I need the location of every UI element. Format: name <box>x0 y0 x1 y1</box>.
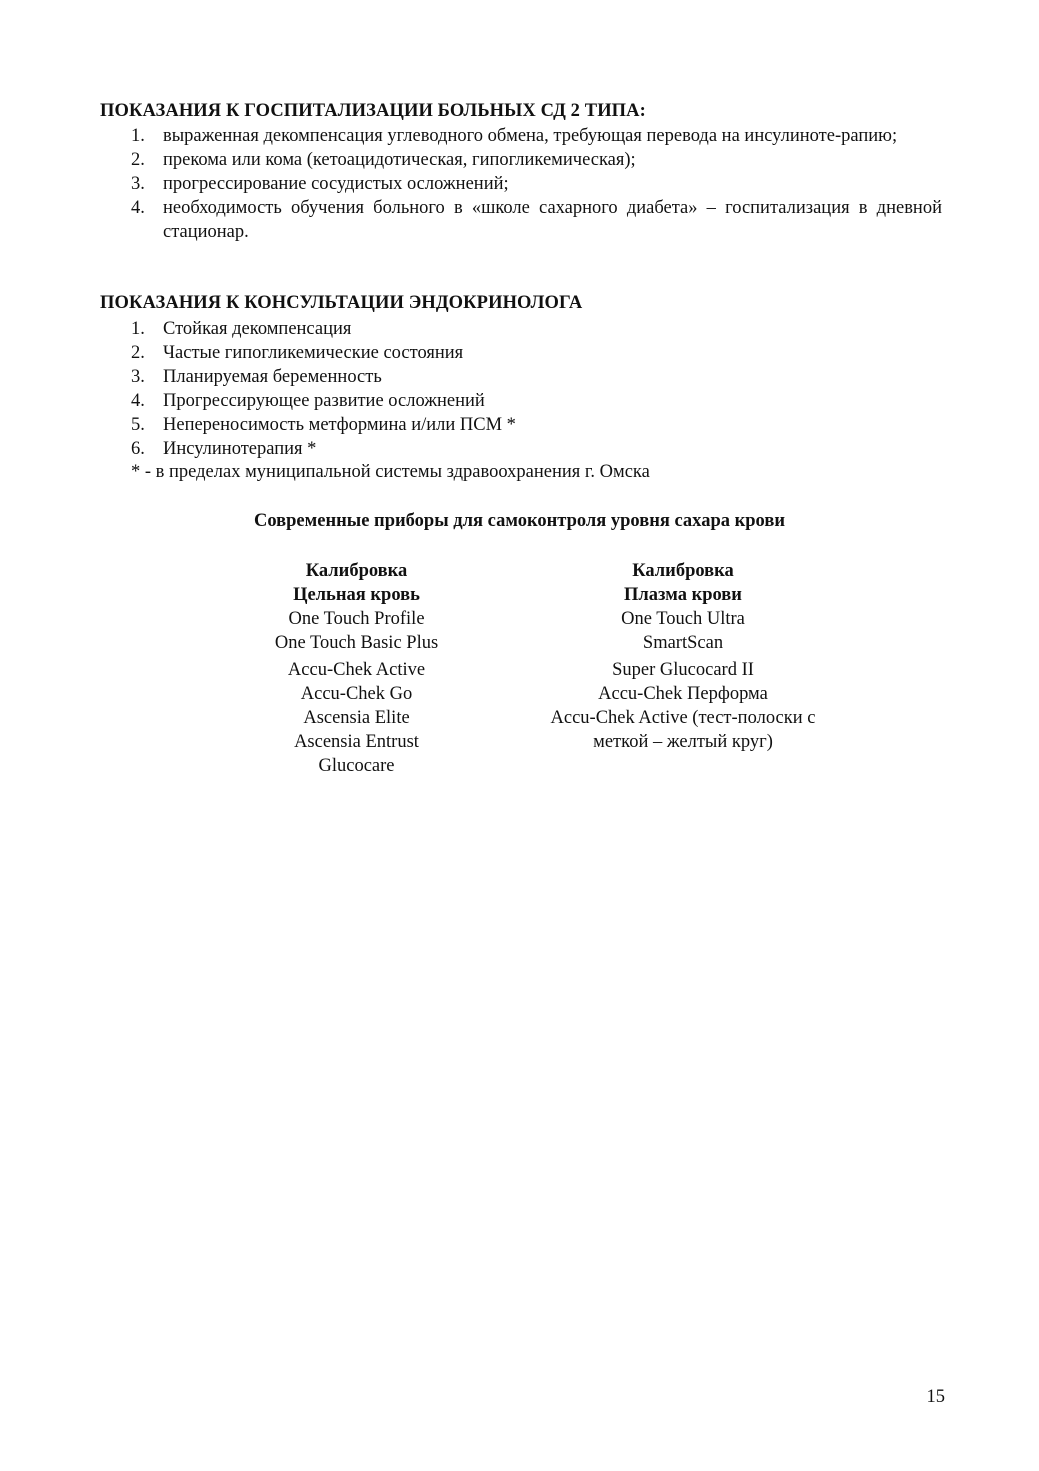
list-item-number: 6. <box>131 439 145 459</box>
device-item: SmartScan <box>642 633 724 653</box>
column-header: Калибровка <box>632 561 734 581</box>
device-item: Accu-Chek Go <box>300 684 413 704</box>
list-item-text: Частые гипогликемические состояния <box>163 343 464 363</box>
list-item-number: 2. <box>131 150 145 170</box>
list-item-number: 4. <box>131 391 145 411</box>
device-item: Accu-Chek Active (тест-полоски с <box>550 708 816 728</box>
list-item-text: прекома или кома (кетоацидотическая, гипогликемическая); <box>163 150 636 170</box>
device-item: Glucocare <box>318 756 395 776</box>
column-subheader: Плазма крови <box>624 585 742 605</box>
list-item-number: 3. <box>131 174 145 194</box>
list-item-number: 2. <box>131 343 145 363</box>
page-number: 15 <box>926 1387 945 1407</box>
device-item: Super Glucocard II <box>612 660 754 680</box>
list-item <box>100 148 942 172</box>
hospitalization-heading: ПОКАЗАНИЯ К ГОСПИТАЛИЗАЦИИ БОЛЬНЫХ СД 2 ТИПА: <box>100 101 646 121</box>
device-item: One Touch Profile <box>288 609 425 629</box>
list-item <box>100 413 942 437</box>
device-item: меткой – желтый круг) <box>593 732 773 752</box>
footnote: * - в пределах муниципальной системы здравоохранения г. Омска <box>131 462 650 482</box>
list-item <box>100 389 942 413</box>
list-item-number: 3. <box>131 367 145 387</box>
column-header: Калибровка <box>305 561 408 581</box>
list-item-number: 1. <box>131 319 145 339</box>
consultation-heading: ПОКАЗАНИЯ К КОНСУЛЬТАЦИИ ЭНДОКРИНОЛОГА <box>100 293 583 313</box>
device-item: Ascensia Elite <box>303 708 410 728</box>
list-item-number: 4. <box>131 198 145 218</box>
list-item-text: Планируемая беременность <box>163 367 382 387</box>
list-item-number: 5. <box>131 415 145 435</box>
list-item-text: Стойкая декомпенсация <box>163 319 352 339</box>
list-item-text: прогрессирование сосудистых осложнений; <box>163 174 509 194</box>
list-item <box>100 365 942 389</box>
list-item <box>100 124 942 148</box>
list-item <box>100 437 942 461</box>
device-item: Accu-Chek Перформа <box>598 684 768 704</box>
consultation-list <box>100 317 942 461</box>
device-item: One Touch Ultra <box>621 609 745 629</box>
whole-blood-column <box>220 559 493 778</box>
device-item: Ascensia Entrust <box>294 732 419 752</box>
column-subheader: Цельная кровь <box>293 585 420 605</box>
list-item-text: Непереносимость метформина и/или ПСМ * <box>163 415 516 435</box>
device-item: One Touch Basic Plus <box>274 633 439 653</box>
list-item-text: Инсулинотерапия * <box>163 439 317 459</box>
list-item-text: выраженная декомпенсация углеводного обмена, требующая перевода на инсулиноте-рапию; <box>163 126 898 146</box>
plasma-column <box>508 559 858 754</box>
list-item <box>100 172 942 196</box>
hospitalization-list <box>100 124 942 244</box>
list-item-text: необходимость обучения больного в «школе сахарного диабета» – госпитализация в дневной стационар. <box>163 198 942 242</box>
list-item <box>100 196 942 244</box>
list-item-text: Прогрессирующее развитие осложнений <box>163 391 485 411</box>
list-item-number: 1. <box>131 126 145 146</box>
list-item <box>100 341 942 365</box>
device-item: Accu-Chek Active <box>287 660 426 680</box>
devices-title: Современные приборы для самоконтроля уровня сахара крови <box>254 511 785 531</box>
list-item <box>100 317 942 341</box>
